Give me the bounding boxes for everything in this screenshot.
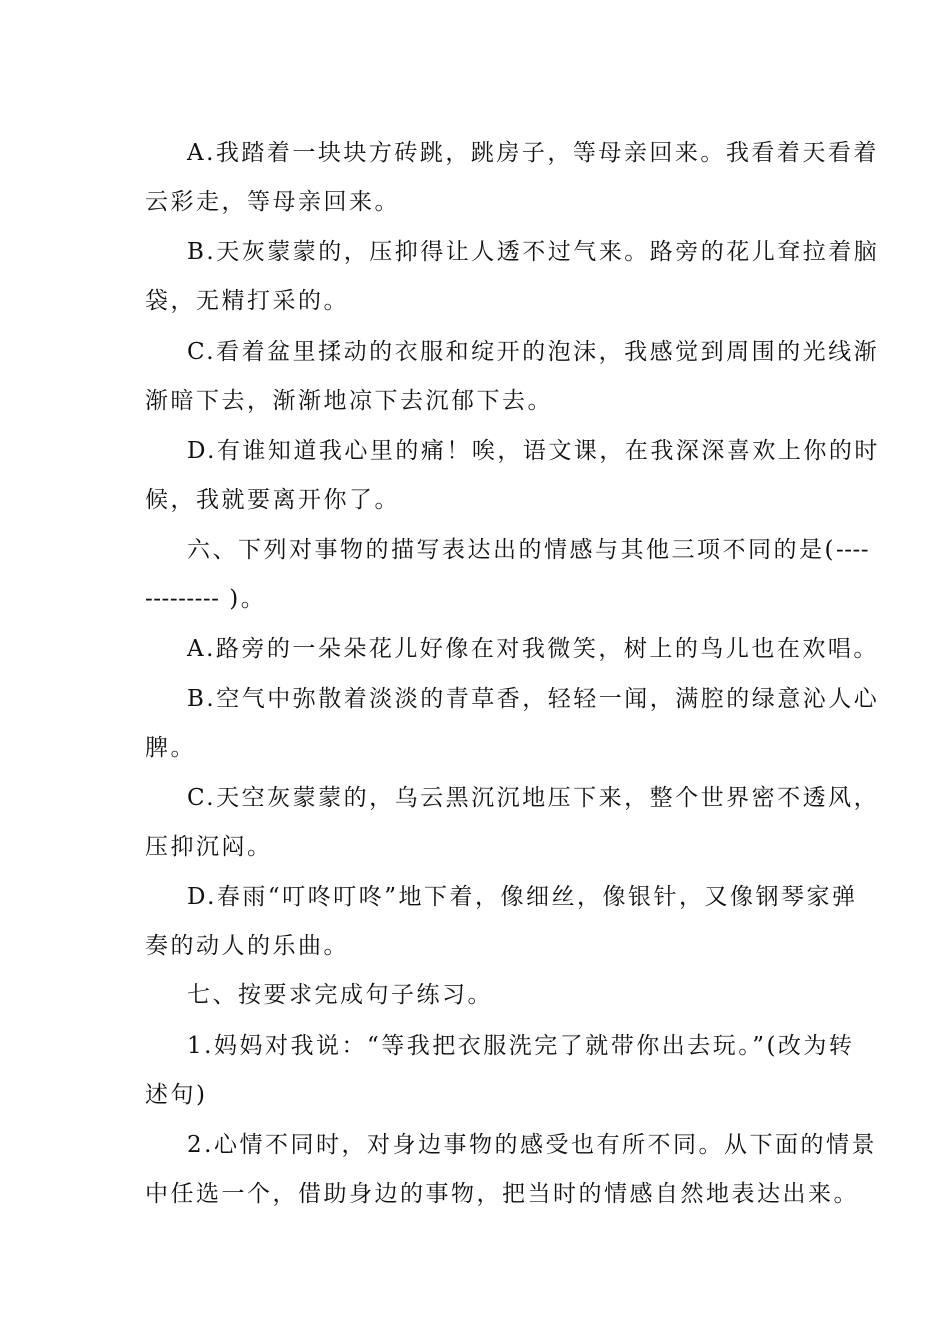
q5-option-c-line1: C.看着盆里揉动的衣服和绽开的泡沫，我感觉到周围的光线渐	[187, 339, 880, 365]
q6-question-line1	[187, 535, 869, 565]
q7-item2-line2: 中任选一个，借助身边的事物，把当时的情感自然地表达出来。	[145, 1181, 859, 1207]
q6-answer-blank-start: ----	[835, 537, 870, 563]
q6-option-a-line1: A.路旁的一朵朵花儿好像在对我微笑，树上的鸟儿也在欢唱。	[187, 636, 879, 662]
q6-question-line2	[145, 584, 266, 614]
q6-option-b-line1: B.空气中弥散着淡淡的青草香，轻轻一闻，满腔的绿意沁人心	[187, 686, 880, 712]
q5-option-a-line1: A.我踏着一块块方砖跳，跳房子，等母亲回来。我看着天看着	[187, 140, 879, 166]
q6-question-text: 六、下列对事物的描写表达出的情感与其他三项不同的是(	[187, 537, 836, 563]
q5-option-b-line2: 袋，无精打采的。	[145, 288, 349, 314]
q7-item2-line1: 2.心情不同时，对身边事物的感受也有所不同。从下面的情景	[187, 1132, 877, 1158]
q5-option-c-line2: 渐暗下去，渐渐地凉下去沉郁下去。	[145, 388, 553, 414]
q7-item1-line1: 1.妈妈对我说：“等我把衣服洗完了就带你出去玩。”(改为转	[187, 1033, 855, 1059]
q6-option-c-line1: C.天空灰蒙蒙的，乌云黑沉沉地压下来，整个世界密不透风，	[187, 785, 880, 811]
q6-option-c-line2: 压抑沉闷。	[145, 834, 273, 860]
q6-option-d-line1: D.春雨“叮咚叮咚”地下着，像细丝，像银针，又像钢琴家弹	[187, 884, 858, 910]
q6-option-b-line2: 脾。	[145, 735, 196, 761]
q6-answer-blank-end: ---------	[145, 586, 220, 612]
q6-option-d-line2: 奏的动人的乐曲。	[145, 933, 349, 959]
q6-question-end: )。	[219, 586, 267, 612]
q5-option-d-line1: D.有谁知道我心里的痛！唉，语文课，在我深深喜欢上你的时	[187, 438, 880, 464]
q5-option-d-line2: 候，我就要离开你了。	[145, 487, 400, 513]
q7-heading: 七、按要求完成句子练习。	[187, 982, 493, 1008]
q5-option-b-line1: B.天灰蒙蒙的，压抑得让人透不过气来。路旁的花儿耷拉着脑	[187, 239, 880, 265]
q5-option-a-line2: 云彩走，等母亲回来。	[145, 189, 400, 215]
q7-item1-line2: 述句)	[145, 1082, 208, 1108]
